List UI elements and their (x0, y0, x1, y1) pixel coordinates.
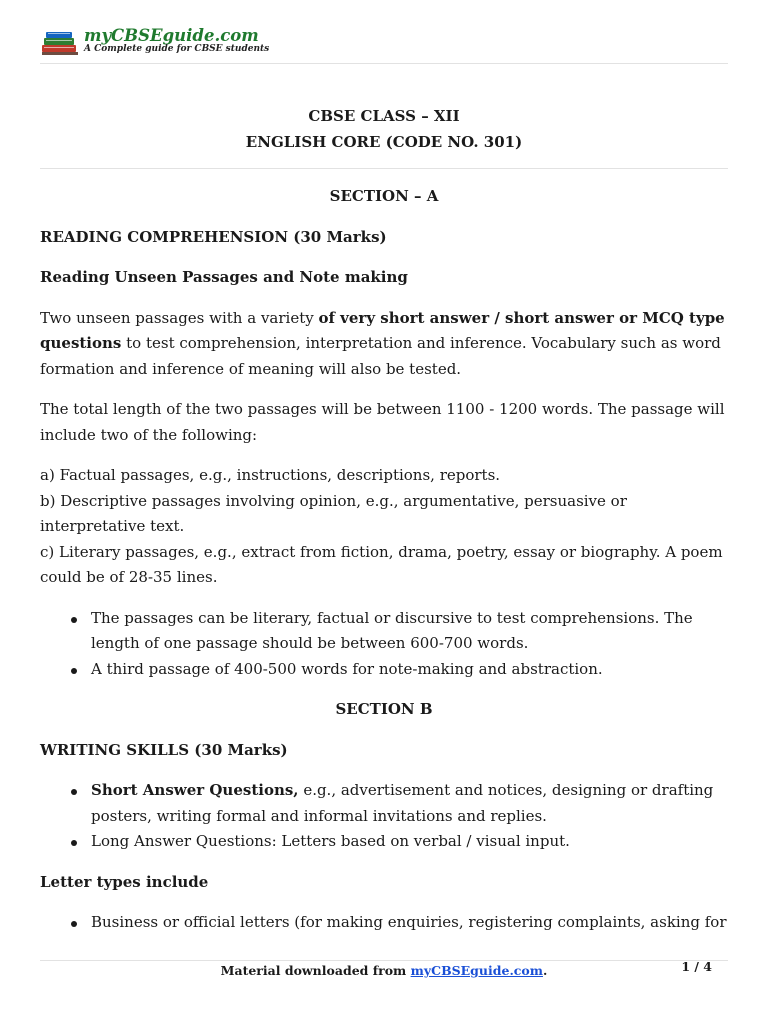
list-item: Long Answer Questions: Letters based on verbal / visual input. (91, 829, 728, 855)
passage-type-b: b) Descriptive passages involving opinion, e.g., argumentative, persuasive or interpretative text. (40, 491, 627, 535)
section-b-heading: SECTION B (335, 700, 433, 718)
short-answer-label: Short Answer Questions, (91, 781, 299, 799)
logo-tagline: A Complete guide for CBSE students (84, 44, 270, 54)
logo-brand: CBSE (111, 26, 163, 45)
para1-bold: of very short answer / short answer or MCQ type questions (40, 308, 725, 352)
footer-divider (40, 960, 728, 961)
letter-bullets (40, 910, 728, 936)
reading-heading: READING COMPREHENSION (30 Marks) (40, 227, 387, 246)
books-logo-icon (40, 29, 80, 57)
passage-type-c: c) Literary passages, e.g., extract from fiction, drama, poetry, essay or biography. A poem could be of 28-35 lines. (40, 542, 723, 586)
logo-prefix: my (84, 26, 112, 45)
short-answer-text: e.g., advertisement and notices, designing or drafting posters, writing formal and informal invitations and replies. (91, 781, 714, 825)
logo-suffix: guide.com (162, 26, 259, 45)
list-item: The passages can be literary, factual or discursive to test comprehensions. The length of one passage should be between 600-700 words. (91, 606, 728, 657)
writing-bullets (40, 778, 728, 855)
document-body (40, 104, 728, 936)
footer-site-link[interactable]: myCBSEguide.com (410, 963, 543, 978)
site-logo (40, 26, 270, 59)
footer-credit (40, 963, 728, 978)
paragraph-total-length: The total length of the two passages will be between 1100 - 1200 words. The passage will include two of the following: (40, 400, 725, 444)
footer-suffix: . (542, 963, 548, 978)
logo-wordmark (84, 26, 259, 45)
doc-title-line2: ENGLISH CORE (CODE NO. 301) (245, 132, 523, 151)
letter-types-heading: Letter types include (40, 872, 209, 891)
doc-title-line1: CBSE CLASS – XII (308, 107, 460, 125)
writing-heading: WRITING SKILLS (30 Marks) (40, 740, 288, 759)
paragraph-unseen-passages (40, 306, 728, 383)
reading-subheading: Reading Unseen Passages and Note making (40, 268, 408, 286)
page-number: 1 / 4 (681, 959, 712, 974)
list-item: A third passage of 400-500 words for note-making and abstraction. (91, 657, 728, 683)
footer-prefix: Material downloaded from (220, 963, 411, 978)
list-item: Business or official letters (for making enquiries, registering complaints, asking for (91, 910, 728, 936)
passage-type-a: a) Factual passages, e.g., instructions, descriptions, reports. (40, 466, 501, 484)
para1-text-2: to test comprehension, interpretation and inference. Vocabulary such as word formation and inference of meaning will also be tested. (40, 334, 721, 378)
title-divider (40, 168, 728, 169)
para1-text-1: Two unseen passages with a variety (40, 308, 319, 327)
list-item (91, 778, 728, 829)
passage-types (40, 463, 728, 591)
header-divider (40, 63, 728, 64)
section-a-heading: SECTION – A (329, 187, 439, 205)
passage-bullets (40, 606, 728, 683)
